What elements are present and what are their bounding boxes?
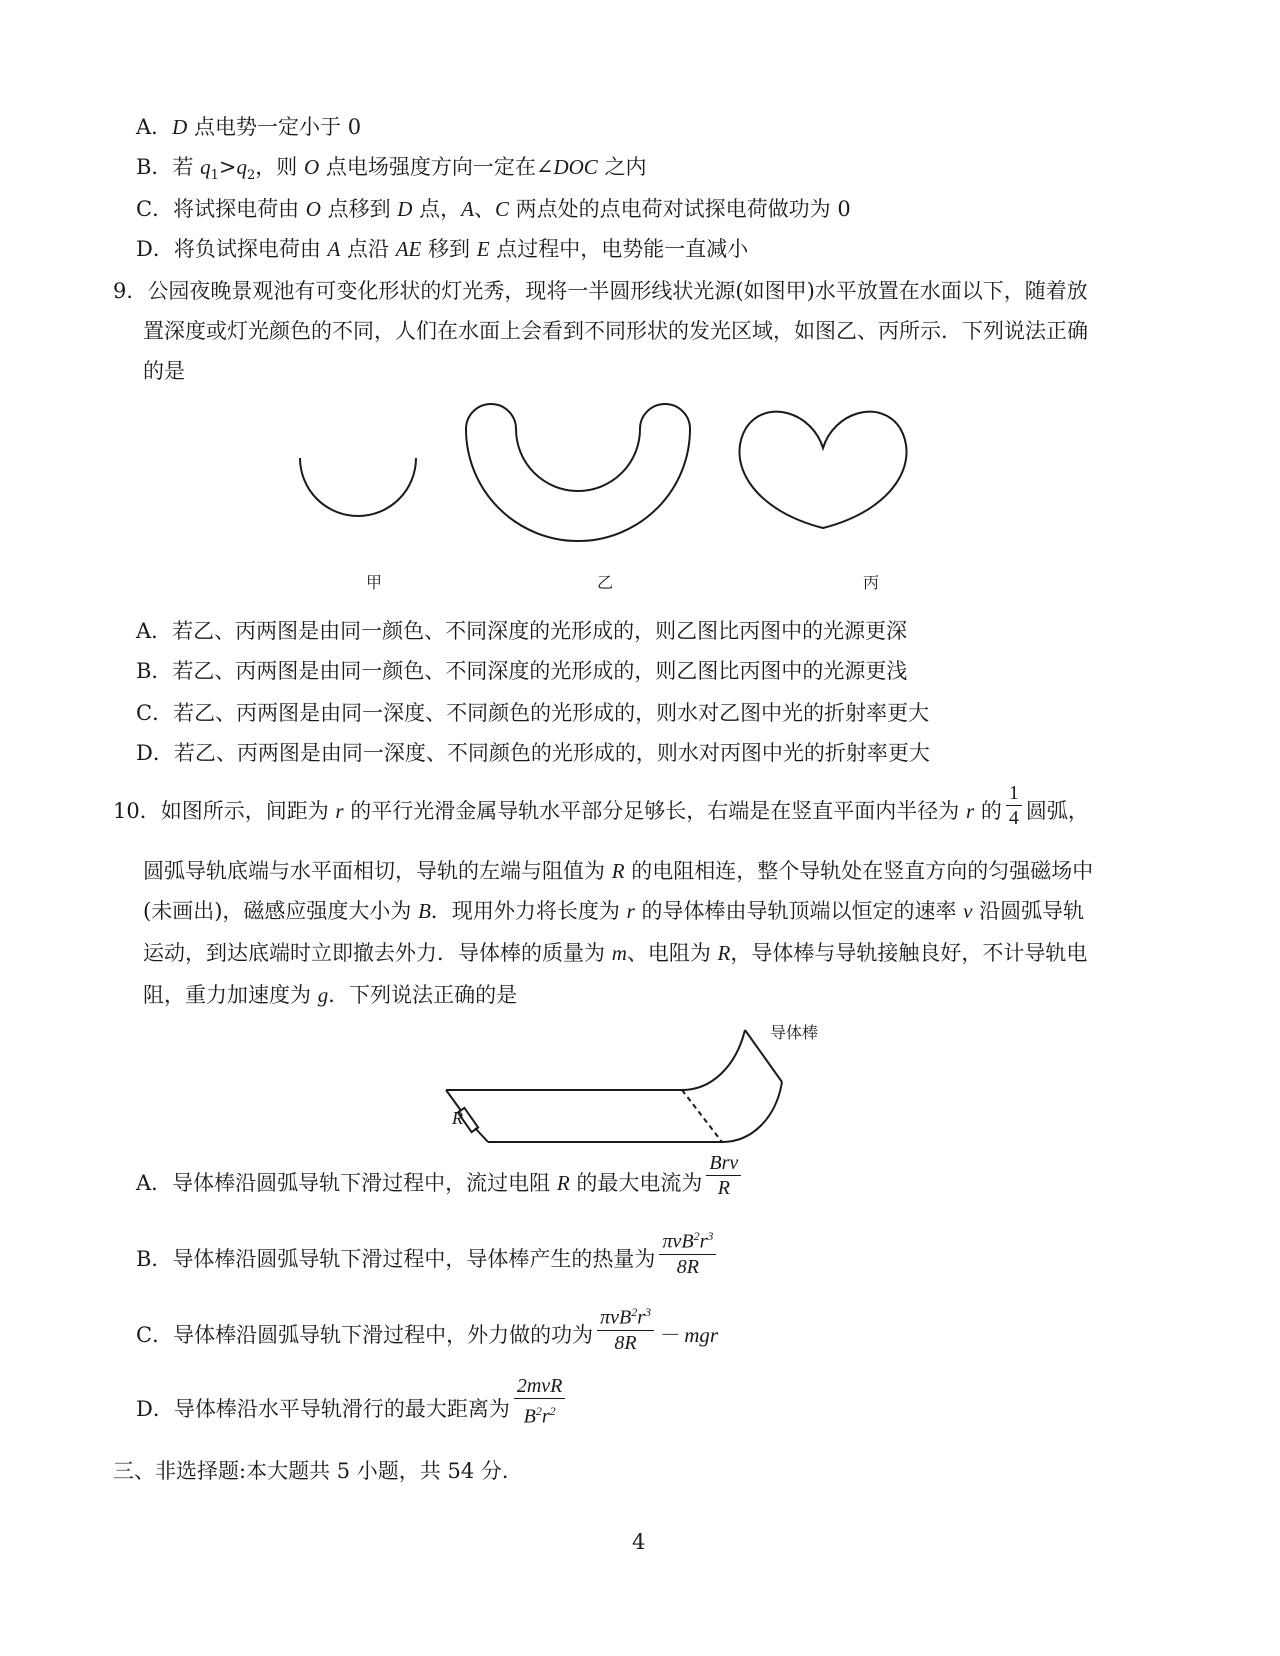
q10-option-a-num: Brv <box>706 1151 741 1176</box>
q8-option-c-label: C． <box>136 197 174 221</box>
q10-option-b-den: 8R <box>676 1255 699 1278</box>
q10-line-3 <box>143 896 1084 926</box>
caption-yi: 乙 <box>597 573 614 592</box>
q8-c-a: A <box>461 197 474 221</box>
resistor-label: R <box>452 1108 463 1128</box>
q8-c-mid2: 点， <box>412 197 462 221</box>
q10-c-sup2: 3 <box>645 1305 651 1319</box>
q10-option-c-label: C． <box>136 1322 174 1347</box>
q10-option-d-text: 导体棒沿水平导轨滑行的最大距离为 <box>173 1396 510 1421</box>
q8-b-gt: > <box>218 155 237 179</box>
q8-option-c <box>136 194 851 224</box>
rod-label: 导体棒 <box>770 1023 819 1042</box>
q8-d-a: A <box>327 237 341 261</box>
q8-option-d <box>136 234 748 264</box>
q8-option-b-label: B． <box>136 155 173 179</box>
figure-yi-u-shape <box>466 404 690 541</box>
q9-option-b <box>136 656 907 686</box>
page-number: 4 <box>632 1530 646 1554</box>
q10-option-a-text: 导体棒沿圆弧导轨下滑过程中，流过电阻 <box>172 1171 557 1195</box>
q10-option-c-num <box>597 1300 654 1331</box>
q10-var-r2: r <box>965 799 975 823</box>
q10-option-a-text2: 的最大电流为 <box>569 1171 703 1195</box>
q8-c-mid3: 、 <box>473 197 495 221</box>
q8-b-mid2: ，则 <box>255 155 304 179</box>
q10-text-1a: 如图所示，间距为 <box>160 799 336 823</box>
q10-c-num-b: r <box>637 1306 645 1329</box>
q10-var-B: B <box>418 899 431 923</box>
q8-b-q1: q <box>200 155 211 179</box>
q10-option-d-den <box>514 1399 566 1429</box>
q10-text-1b: 的平行光滑金属导轨水平部分足够长，右端是在竖直平面内半径为 <box>343 799 966 823</box>
q8-c-o: O <box>305 197 321 221</box>
q10-c-sup1: 2 <box>631 1305 638 1319</box>
q9-figure <box>290 392 980 592</box>
left-wire-bottom <box>475 1128 488 1142</box>
q8-c-c: C <box>494 197 509 221</box>
q10-option-d <box>136 1375 569 1429</box>
q9-option-a <box>136 616 907 646</box>
q8-c-mid: 点移到 <box>320 197 398 221</box>
quarter-num: 1 <box>1006 781 1022 806</box>
q10-text-1c: 的 <box>974 799 1002 823</box>
q9-line-1 <box>113 276 1088 306</box>
figure-jia-semicircle <box>300 458 416 516</box>
q10-line-4 <box>143 938 1087 968</box>
q10-option-b-num <box>659 1224 716 1255</box>
q8-d-e: E <box>476 237 490 261</box>
q9-option-d-label: D． <box>136 741 174 765</box>
q10-option-c-fraction <box>597 1300 654 1355</box>
q10-b-num-a: πvB <box>662 1230 694 1253</box>
figure-bing-heart <box>739 412 906 528</box>
q8-b-mid3: 点电场强度方向一定在∠ <box>319 155 554 179</box>
q10-option-a-fraction <box>706 1151 741 1200</box>
q8-b-post: 之内 <box>597 155 647 179</box>
q8-b-sub2: 2 <box>247 168 256 184</box>
q9-option-a-text: 若乙、丙两图是由同一颜色、不同深度的光形成的，则乙图比丙图中的光源更深 <box>172 619 908 643</box>
q9-option-d <box>136 738 930 768</box>
q9-option-c <box>136 698 929 728</box>
q8-b-o: O <box>303 155 320 179</box>
q10-line-2 <box>143 856 1093 886</box>
q8-option-a <box>136 112 361 142</box>
tangent-dashed-line <box>682 1090 722 1142</box>
q10-c-num-a: πvB <box>600 1306 632 1329</box>
q8-d-mid2: 移到 <box>421 237 477 261</box>
q8-a-text: 点电势一定小于 0 <box>187 115 362 139</box>
q8-option-b <box>136 152 646 191</box>
q8-d-pre: 将负试探电荷由 <box>173 237 328 261</box>
q8-d-ae: AE <box>395 237 422 261</box>
q10-var-g: g <box>317 983 329 1007</box>
q10-text-2b: 的电阻相连，整个导轨处在竖直方向的匀强磁场中 <box>624 859 1094 883</box>
q9-stem-2: 置深度或灯光颜色的不同，人们在水面上会看到不同形状的发光区域，如图乙、丙所示．下列说法正确 <box>143 319 1088 343</box>
q9-line-3 <box>143 356 185 386</box>
q10-text-5a: 阻，重力加速度为 <box>143 983 318 1007</box>
q10-text-4a: 运动，到达底端时立即撤去外力．导体棒的质量为 <box>143 941 612 965</box>
q8-option-d-label: D． <box>136 237 174 261</box>
q10-b-num-b: r <box>699 1230 708 1253</box>
q10-text-5b: ．下列说法正确的是 <box>328 983 518 1007</box>
q10-text-1d: 圆弧， <box>1025 799 1089 823</box>
q10-option-a <box>136 1152 745 1200</box>
rail-top <box>446 1030 745 1090</box>
q10-text-3c: 的导体棒由导轨顶端以恒定的速率 <box>634 899 964 923</box>
caption-bing: 丙 <box>863 573 880 592</box>
q8-a-var: D <box>172 115 188 139</box>
quarter-fraction <box>1006 781 1022 830</box>
q8-d-mid: 点沿 <box>340 237 396 261</box>
q10-option-d-fraction <box>514 1374 566 1429</box>
q9-option-b-text: 若乙、丙两图是由同一颜色、不同深度的光形成的，则乙图比丙图中的光源更浅 <box>172 659 908 683</box>
q9-option-c-label: C． <box>136 701 174 725</box>
q10-option-d-num: 2mvR <box>514 1374 566 1399</box>
q9-option-c-text: 若乙、丙两图是由同一深度、不同颜色的光形成的，则水对乙图中光的折射率更大 <box>173 701 930 725</box>
q8-b-doc: DOC <box>553 155 598 179</box>
q10-var-r: r <box>335 799 344 823</box>
quarter-den: 4 <box>1008 807 1019 829</box>
q8-option-a-label: A． <box>136 115 173 139</box>
q9-line-2 <box>143 316 1088 346</box>
q10-var-R: R <box>611 859 625 883</box>
q9-option-b-label: B． <box>136 659 173 683</box>
q8-c-d: D <box>397 197 413 221</box>
q10-d-den-a: B <box>523 1405 536 1428</box>
q10-line-5 <box>143 980 517 1010</box>
q8-b-sub1: 1 <box>210 168 219 184</box>
caption-jia: 甲 <box>366 573 383 592</box>
q9-option-d-text: 若乙、丙两图是由同一深度、不同颜色的光形成的，则水对丙图中光的折射率更大 <box>173 741 930 765</box>
q10-var-r3: r <box>626 899 635 923</box>
q8-d-post: 点过程中，电势能一直减小 <box>489 237 749 261</box>
q8-b-q2: q <box>236 155 248 179</box>
q10-text-4b: 、电阻为 <box>626 941 718 965</box>
section-3-heading: 三、非选择题:本大题共 5 小题，共 54 分． <box>113 1459 523 1483</box>
q10-option-a-label: A． <box>136 1171 173 1195</box>
q9-number: 9． <box>113 279 148 303</box>
q10-var-R2: R <box>717 941 731 965</box>
q10-option-c-tail: － mgr <box>658 1322 719 1347</box>
q10-b-sup2: 3 <box>707 1229 714 1243</box>
q9-stem-1: 公园夜晚景观池有可变化形状的灯光秀，现将一半圆形线状光源(如图甲)水平放置在水面以下，随着放 <box>147 279 1088 303</box>
q8-c-post: 两点处的点电荷对试探电荷做功为 0 <box>509 197 851 221</box>
q10-option-b-label: B． <box>136 1246 173 1271</box>
q10-d-sup1: 2 <box>535 1404 542 1418</box>
q10-text-2a: 圆弧导轨底端与水平面相切，导轨的左端与阻值为 <box>143 859 612 883</box>
q9-option-a-label: A． <box>136 619 173 643</box>
q10-d-sup2: 2 <box>549 1404 556 1418</box>
q10-option-a-den: R <box>717 1177 730 1199</box>
q10-text-4c: ，导体棒与导轨接触良好，不计导轨电 <box>730 941 1088 965</box>
q10-text-3b: ．现用外力将长度为 <box>430 899 627 923</box>
q9-stem-3: 的是 <box>143 359 185 383</box>
q10-b-sup1: 2 <box>693 1229 700 1243</box>
q10-option-c-den: 8R <box>614 1331 637 1354</box>
q8-c-pre: 将试探电荷由 <box>173 197 306 221</box>
q10-number: 10． <box>113 799 161 823</box>
q8-b-pre: 若 <box>172 155 201 179</box>
q10-option-b-fraction <box>659 1224 716 1279</box>
q10-option-a-var: R <box>556 1171 570 1195</box>
q10-var-v: v <box>963 899 973 923</box>
q10-text-3a: (未画出)，磁感应强度大小为 <box>143 899 419 923</box>
q10-var-m: m <box>611 941 627 965</box>
q10-text-3d: 沿圆弧导轨 <box>972 899 1085 923</box>
q10-option-b-text: 导体棒沿圆弧导轨下滑过程中，导体棒产生的热量为 <box>172 1246 656 1271</box>
q10-option-c-text: 导体棒沿圆弧导轨下滑过程中，外力做的功为 <box>173 1322 594 1347</box>
q10-d-den-b: r <box>541 1405 550 1428</box>
q10-line-1 <box>113 782 1089 830</box>
q10-option-d-label: D． <box>136 1396 174 1421</box>
